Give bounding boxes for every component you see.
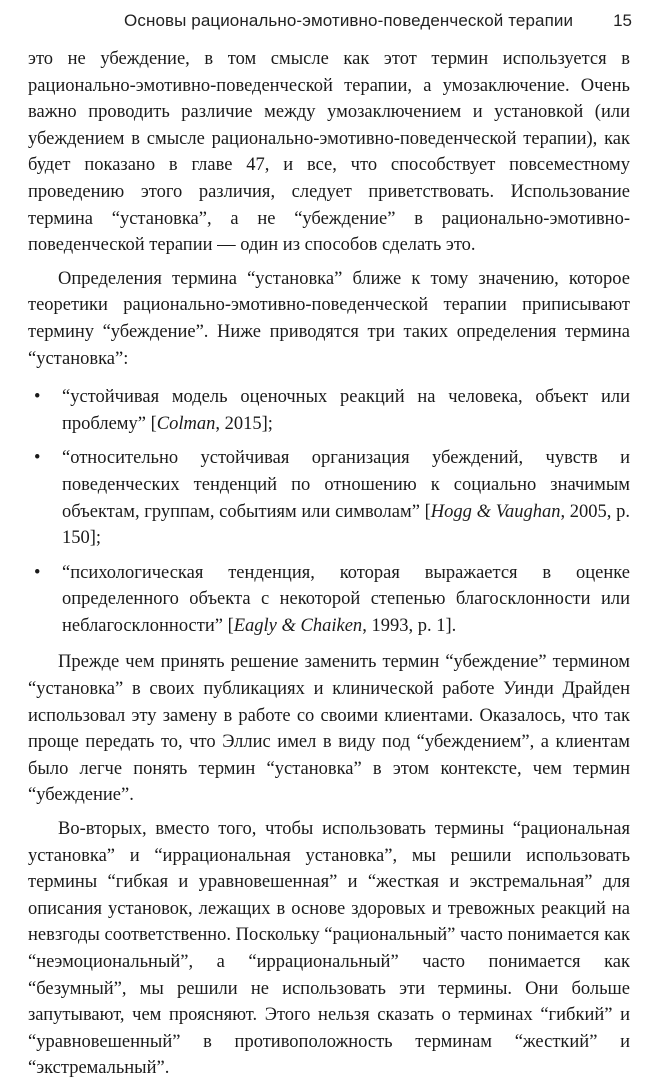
list-item-text: “психологическая тенденция, которая выражается в оценке определенного объекта с некоторой степенью благосклонности или неблагосклонности” [ xyxy=(62,562,630,636)
paragraph-2: Определения термина “установка” ближе к тому значению, которое теоретики рационально-эмотивно-поведенческой терапии приписывают термину “убеждение”. Ниже приводятся три таких определения термина “установка”: xyxy=(28,268,630,369)
list-item xyxy=(28,445,630,551)
paragraph-1: это не убеждение, в том смысле как этот термин используется в рационально-эмотивно-поведенческой терапии, а умозаключение. Очень важно проводить различие между умозаключением и установкой (или убеждением в смысле рационально-эмотивно-поведенческой терапии), как будет показано в главе 47, и все, что способствует повсеместному проведению этого различия, следует приветствовать. Использование термина “установка”, а не “убеждение” в рационально-эмотивно-поведенческой терапии — один из способов сделать это. xyxy=(28,49,630,256)
citation-tail: , 2015]; xyxy=(215,413,273,434)
definition-list xyxy=(28,384,630,639)
list-item-text: “относительно устойчивая организация убеждений, чувств и поведенческих тенденций по отношению к социально значимым объектам, группам, событиям или символам” [ xyxy=(62,448,630,522)
list-item xyxy=(28,560,630,640)
page-body xyxy=(28,46,630,1082)
page-number: 15 xyxy=(613,11,632,30)
paragraph-3: Прежде чем принять решение заменить термин “убеждение” термином “установка” в своих публикациях и клинической работе Уинди Драйден использовал эту замену в работе со своими клиентами. Оказалось, что так проще передать то, что Эллис имел в виду под “убеждением”, а клиентам было легче понять термин “установка” в этом контексте, чем термин “убеждение”. xyxy=(28,652,630,806)
citation-author: Colman xyxy=(156,413,216,434)
citation-tail: , 2005, p. 150]; xyxy=(62,501,631,549)
citation-author: Eagly & Chaiken xyxy=(233,615,363,636)
list-item-text: “устойчивая модель оценочных реакций на человека, объект или проблему” [ xyxy=(62,387,630,434)
citation-author: Hogg & Vaughan xyxy=(430,501,561,522)
citation-tail: , 1993, p. 1]. xyxy=(362,615,457,636)
running-header xyxy=(60,8,632,34)
paragraph-4: Во-вторых, вместо того, чтобы использовать термины “рациональная установка” и “иррациональная установка”, мы решили использовать термины “гибкая и уравновешенная” и “жесткая и экстремальная” для описания установок, лежащих в основе здоровых и тревожных реакций на невзгоды соответственно. Поскольку “рациональный” часто понимается как “неэмоциональный”, а “иррациональный” часто понимается как “безумный”, мы решили не использовать эти термины. Они больше запутывают, чем проясняют. Этого нельзя сказать о терминах “гибкий” и “уравновешенный” в противоположность терминам “жесткий” и “экстремальный”. xyxy=(28,819,630,1079)
running-title: Основы рационально-эмотивно-поведенческой терапии xyxy=(124,11,574,30)
list-item xyxy=(28,384,630,437)
